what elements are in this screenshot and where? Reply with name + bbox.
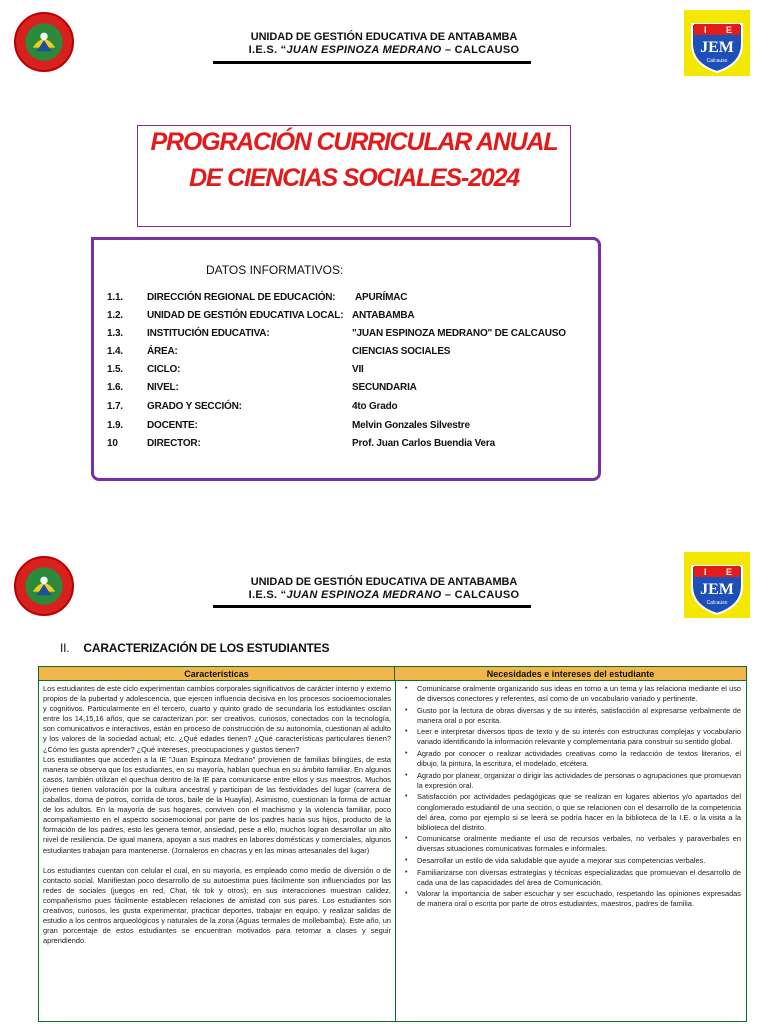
datos-row-number: 1.9. [107, 420, 123, 431]
datos-row-number: 1.2. [107, 310, 123, 321]
datos-row-number: 1.6. [107, 382, 123, 393]
header-rule [213, 61, 531, 64]
header-ugel-page2: UNIDAD DE GESTIÓN EDUCATIVA DE ANTABAMBA [250, 576, 518, 588]
datos-row-number: 1.7. [107, 401, 123, 412]
datos-row-value: 4to Grado [352, 401, 398, 412]
datos-row-value: SECUNDARIA [352, 382, 417, 393]
necesidades-cell [401, 684, 741, 911]
caracteristicas-paragraph: Los estudiantes de este ciclo experimentan cambios corporales significativos de carácter interno y externo propios de la pubertad y adolescencia, que ejercen influencia decisiva en los procesos socioemocionales y cognitivos. Particularmente en el tercero, cuarto y quinto grado de secundaria los estudiantes oscilan entre los 14,15,16 años, que se caracterizan por: ser creativos, curiosos, conectados con la tecnología, son comunicativos e interactivos, están en proceso de construcción de su autonomía, cuestionan al adulto y los valores de la sociedad actual; etc. ¿Qué edades tienen? ¿Qué características particulares tienen? ¿Cómo les gusta aprender? ¿Qué intereses, preocupaciones y gustos tienen? [43, 684, 391, 754]
caracteristicas-paragraph: Los estudiantes cuentan con celular el cual, en su mayoría, es empleado como medio de diversión o de contacto social. Manifiestan poco desarrollo de su autoestima pues fácilmente son influenciados por las redes de sociales (juegos en red, Chat, tik tok y otros); en sus interacciones muestran calidez, compañerismo pues fácilmente establecen relaciones de amistad con sus pares. Los estudiantes son creativos, curiosos, les gusta experimentar, practicar deportes, trabajar en equipo, y realizar salidas de estudio a los centros arqueológicos y naturales de la zona (Aguas termales de mollebamba). Este año, un gran porcentaje de estos estudiantes se encuentran motivados para retornar a clases y seguir aprendiendo. [43, 865, 391, 946]
datos-row-label: INSTITUCIÓN EDUCATIVA: [147, 328, 270, 339]
svg-text:E: E [726, 567, 733, 577]
list-item: • Leer e interpretar diversos tipos de texto y de su interés con estructuras complejas y vocabulario variado identificando la información relevante y complementaria para construir su sentido global. [417, 727, 741, 747]
list-item: • Satisfacción por actividades pedagógicas que se realizan en lugares abiertos y/o apartados del conglomerado estudiantil de una sección, o que se relacionen con el desarrollo de la competencia del área, como por ejemplo si se leerá se podría hacer en la biblioteca de la I.E. o la visita a la biblioteca del distrito. [417, 792, 741, 832]
svg-text:Calcauso: Calcauso [706, 600, 728, 606]
necesidades-list [401, 684, 741, 909]
datos-row-value: APURÍMAC [355, 292, 408, 303]
document-title-line2: DE CIENCIAS SOCIALES-2024 [189, 164, 519, 192]
list-item: • Familiarizarse con diversas estrategias y técnicas especializadas que promuevan el desarrollo de cada una de las capacidades del área de Comunicación. [417, 868, 741, 888]
datos-row-label: NIVEL: [147, 382, 179, 393]
datos-row-value: Melvin Gonzales Silvestre [352, 420, 470, 431]
datos-heading: DATOS INFORMATIVOS: [206, 263, 344, 277]
list-item: • Agrado por planear, organizar o dirigir las actividades de personas o agrupaciones que promuevan la expresión oral. [417, 771, 741, 791]
header-institution-page2: I.E.S. “JUAN ESPINOZA MEDRANO – CALCAUSO [248, 589, 520, 601]
table-header-caracteristicas: Características [39, 667, 395, 681]
datos-row-label: GRADO Y SECCIÓN: [147, 401, 242, 412]
datos-row-number: 1.1. [107, 292, 123, 303]
list-item: • Comunicarse oralmente mediante el uso de recursos verbales, no verbales y paraverbales en diversas situaciones comunicativas formales e informales. [417, 834, 741, 854]
jem-logo [684, 10, 750, 76]
caracteristicas-cell [43, 684, 391, 946]
datos-row-value: CIENCIAS SOCIALES [352, 346, 451, 357]
datos-row-label: DIRECCIÓN REGIONAL DE EDUCACIÓN: [147, 292, 336, 303]
document-title-line1: PROGRACIÓN CURRICULAR ANUAL [150, 128, 558, 156]
list-item: • Desarrollar un estilo de vida saludable que ayude a mejorar sus competencias verbales. [417, 856, 741, 866]
datos-row-label: DIRECTOR: [147, 438, 201, 449]
header-institution: I.E.S. “JUAN ESPINOZA MEDRANO – CALCAUSO [248, 44, 520, 56]
header-ugel: UNIDAD DE GESTIÓN EDUCATIVA DE ANTABAMBA [250, 31, 518, 43]
datos-row-label: DOCENTE: [147, 420, 198, 431]
svg-text:Calcauso: Calcauso [706, 58, 728, 64]
list-item: • Gusto por la lectura de obras diversas y de su interés, satisfacción al expresarse verbalmente de manera oral o por escrita. [417, 706, 741, 726]
svg-text:E: E [726, 25, 733, 35]
list-item: • Agrado por conocer o realizar actividades creativas como la redacción de textos literarios, el dibujo, la pintura, la escritura, el modelado, etcétera. [417, 749, 741, 769]
datos-row-number: 1.4. [107, 346, 123, 357]
table-header-necesidades: Necesidades e intereses del estudiante [395, 667, 746, 681]
list-item: • Comunicarse oralmente organizando sus ideas en torno a un tema y las relaciona mediante el uso de diversos conectores y referentes, así como de un vocabulario variado y pertinente. [417, 684, 741, 704]
datos-row-label: ÁREA: [147, 346, 178, 357]
svg-text:I: I [704, 567, 707, 577]
header-rule-page2 [213, 605, 531, 608]
datos-row-value: Prof. Juan Carlos Buendia Vera [352, 438, 495, 449]
svg-text:JEM: JEM [700, 581, 734, 598]
datos-row-label: UNIDAD DE GESTIÓN EDUCATIVA LOCAL: [147, 310, 344, 321]
datos-row-value: ANTABAMBA [352, 310, 415, 321]
caracteristicas-paragraph: Los estudiantes que acceden a la IE "Juan Espinoza Medrano" provienen de familias bilingües, de esta manera se observa que los estudiantes, en su mayoría, hablan quechua en su ámbito familiar. En algunos casos, también utilizan el quechua dentro de la IE para comunicarse entre ellos y sus maestros. Muchos jóvenes tienen valoración por la cultura ancestral y participan de las festividades del lugar (carrera de caballos, doma de potros, corrida de toros, baile de la Huaylia). Asimismo, cuestionan la forma de actuar de los adultos. En la mayoría de sus hogares, conviven con el machismo y la violencia familiar, poco acompañamiento en el aspecto socioemocional por parte de los padres hacia sus hijos, producto de la formación de los padres, esto les genera temor, ansiedad, pese a ello, muchos logran desarrollar un alto nivel de resiliencia. De igual manera, apoyan a sus madres en labores domésticas y comerciales, algunos estudiantes trabajan para mantenerse. (Jornaleros en chacras y en las minas artesanales del lugar) [43, 754, 391, 855]
datos-row-number: 10 [107, 438, 118, 449]
list-item: • Valorar la importancia de saber escuchar y ser escuchado, respetando las opiniones expresadas de manera oral o escrita por parte de otros estudiantes, maestros, padres de familia. [417, 889, 741, 909]
datos-row-number: 1.3. [107, 328, 123, 339]
caracterizacion-table [38, 666, 747, 1022]
svg-text:JEM: JEM [700, 39, 734, 56]
jem-shield-icon [684, 10, 750, 76]
section-title: II. CARACTERIZACIÓN DE LOS ESTUDIANTES [60, 641, 330, 655]
document-title-box [137, 125, 571, 227]
datos-row-value: VII [352, 364, 364, 375]
svg-text:I: I [704, 25, 707, 35]
datos-row-label: CICLO: [147, 364, 181, 375]
datos-row-number: 1.5. [107, 364, 123, 375]
column-divider [395, 681, 396, 1021]
datos-row-value: "JUAN ESPINOZA MEDRANO" DE CALCAUSO [352, 328, 566, 339]
